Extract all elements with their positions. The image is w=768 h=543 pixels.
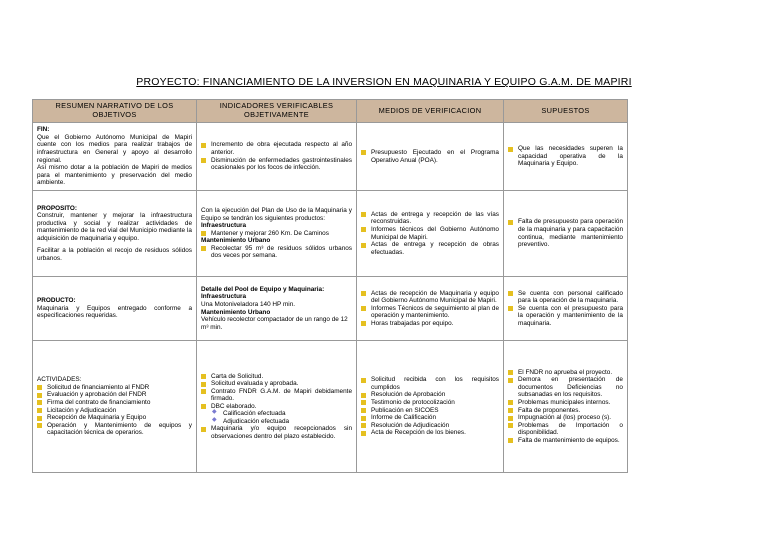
proposito-indicator: Recolectar 95 m³ de residuos sólidos urbanos dos veces por semana. <box>201 245 352 260</box>
actividad-assumption: El FNDR no aprueba el proyecto. <box>508 369 623 377</box>
actividad-item: Operación y Mantenimiento de equipos y capacitación técnica de operarios. <box>37 422 192 437</box>
proposito-mean: Informes técnicos del Gobierno Autónomo Municipal de Mapiri. <box>361 226 499 241</box>
actividad-assumption: Falta de proponentes. <box>508 407 623 415</box>
proposito-indicator: Mantener y mejorar 260 Km. De Caminos <box>201 230 352 238</box>
fin-text-1: Que el Gobierno Autónomo Municipal de Mapiri cuente con los medios para realizar trabajos de infraestructura en General y apoyo al desarrollo regional. <box>37 133 192 164</box>
producto-assumptions <box>504 277 628 341</box>
page-title: PROYECTO: FINANCIAMIENTO DE LA INVERSION EN MAQUINARIA Y EQUIPO G.A.M. DE MAPIRI <box>136 76 632 88</box>
proposito-assumption: Falta de presupuesto para operación de la maquinaria y para capacitación continua, mediante mantenimiento preventivo. <box>508 218 623 248</box>
actividad-item: Firma del contrato de financiamiento <box>37 399 192 407</box>
actividad-mean: Informe de Calificación <box>361 414 499 422</box>
proposito-infra-label: Infraestructura <box>201 222 247 230</box>
actividad-item: Licitación y Adjudicación <box>37 407 192 415</box>
header-resumen: RESUMEN NARRATIVO DE LOS OBJETIVOS <box>33 100 197 123</box>
actividades-label: ACTIVIDADES: <box>37 376 82 384</box>
actividad-indicator: Contrato FNDR G.A.M. de Mapiri debidamente firmado. <box>201 388 352 403</box>
actividad-sub-indicator: ◆ Calificación efectuada <box>201 410 352 418</box>
fin-text-2: Así mismo dotar a la población de Mapiri de medios para el mantenimiento y preservación del medio ambiente. <box>37 164 192 187</box>
actividad-indicator: Maquinaria y/o equipo recepcionados sin observaciones dentro del plazo establecido. <box>201 425 352 440</box>
fin-label: FIN: <box>37 126 50 134</box>
actividad-assumption: Impugnación al (los) proceso (s). <box>508 414 623 422</box>
row-fin <box>33 123 628 191</box>
fin-mean: Presupuesto Ejecutado en el Programa Operativo Anual (POA). <box>361 149 499 164</box>
fin-assumption: Que las necesidades superen la capacidad operativa de la Maquinaria y Equipo. <box>508 145 623 168</box>
header-medios: MEDIOS DE VERIFICACION <box>357 100 504 123</box>
actividad-assumption: Problemas de Importación o disponibilidad. <box>508 422 623 437</box>
proposito-summary <box>33 191 197 277</box>
fin-assumptions <box>504 123 628 191</box>
fin-summary <box>33 123 197 191</box>
producto-summary <box>33 277 197 341</box>
fin-indicator: Disminución de enfermedades gastrointestinales ocasionales por los focos de infección. <box>201 157 352 172</box>
fin-indicator: Incremento de obra ejecutada respecto al año anterior. <box>201 141 352 156</box>
producto-means <box>357 277 504 341</box>
actividad-mean: Resolución de Adjudicación <box>361 422 499 430</box>
producto-mant-label: Mantenimiento Urbano <box>201 308 271 316</box>
actividad-sub-indicator: ◆ Adjudicación efectuada <box>201 418 352 426</box>
proposito-mean: Actas de entrega y recepción de obras efectuadas. <box>361 241 499 256</box>
actividad-assumption: Problemas municipales internos. <box>508 399 623 407</box>
proposito-label: PROPOSITO: <box>37 204 78 212</box>
proposito-intro: Con la ejecución del Plan de Uso de la Maquinaria y Equipo se tendrán los siguientes productos: <box>201 207 352 222</box>
fin-indicators <box>197 123 357 191</box>
actividad-item: Recepción de Maquinaria y Equipo <box>37 414 192 422</box>
fin-means <box>357 123 504 191</box>
actividades-assumptions <box>504 341 628 473</box>
producto-line-1: Una Motoniveladora 140 HP min. <box>201 300 296 308</box>
actividad-mean: Solicitud recibida con los requisitos cumplidos <box>361 376 499 391</box>
actividad-item: Evaluación y aprobación del FNDR <box>37 391 192 399</box>
row-proposito <box>33 191 628 277</box>
producto-assumption: Se cuenta con el presupuesto para la operación y mantenimiento de la maquinaria. <box>508 305 623 328</box>
producto-text: Maquinaria y Equipos entregado conforme a especificaciones requeridas. <box>37 304 192 320</box>
actividades-means <box>357 341 504 473</box>
actividad-indicator: Carta de Solicitud. <box>201 373 352 381</box>
header-indicadores: INDICADORES VERIFICABLES OBJETIVAMENTE <box>197 100 357 123</box>
row-producto <box>33 277 628 341</box>
actividad-mean: Acta de Recepción de los bienes. <box>361 429 499 437</box>
producto-indicators <box>197 277 357 341</box>
producto-infra-label: Infraestructura <box>201 293 247 301</box>
actividades-indicators <box>197 341 357 473</box>
producto-detail-title: Detalle del Pool de Equipo y Maquinaria: <box>201 285 325 293</box>
actividad-indicator: Solicitud evaluada y aprobada. <box>201 380 352 388</box>
actividad-mean: Testimonio de protocolización <box>361 399 499 407</box>
producto-mean: Horas trabajadas por equipo. <box>361 320 499 328</box>
proposito-mant-label: Mantenimiento Urbano <box>201 237 271 245</box>
producto-label: PRODUCTO: <box>37 297 76 305</box>
actividad-mean: Resolución de Aprobación <box>361 391 499 399</box>
proposito-means <box>357 191 504 277</box>
proposito-text-2: Facilitar a la población el recojo de residuos sólidos urbanos. <box>37 247 192 262</box>
actividades-summary <box>33 341 197 473</box>
proposito-text-1: Construir, mantener y mejorar la infraestructura productiva y social y realizar actividades de mantenimiento de la red vial del Municipio mediante la adquisición de maquinaria y equipo. <box>37 212 192 242</box>
producto-mean: Actas de recepción de Maquinaria y equipo del Gobierno Autónomo Municipal de Mapiri. <box>361 290 499 305</box>
actividad-item: Solicitud de financiamiento al FNDR <box>37 384 192 392</box>
producto-assumption: Se cuenta con personal calificado para la operación de la maquinaria. <box>508 290 623 305</box>
header-supuestos: SUPUESTOS <box>504 100 628 123</box>
proposito-mean: Actas de entrega y recepción de las vías reconstruidas. <box>361 211 499 226</box>
producto-line-2: Vehículo recolector compactador de un rango de 12 m³ min. <box>201 316 348 331</box>
actividad-mean: Publicación en SICOES <box>361 407 499 415</box>
proposito-indicators <box>197 191 357 277</box>
producto-mean: Informes Técnicos de seguimiento al plan de operación y mantenimiento. <box>361 305 499 320</box>
header-row <box>33 100 628 123</box>
actividad-indicator: DBC elaborado. <box>201 403 352 411</box>
actividad-assumption: Demora en presentación de documentos Deficiencias no subsanadas en los requisitos. <box>508 376 623 399</box>
proposito-assumptions <box>504 191 628 277</box>
actividad-assumption: Falta de mantenimiento de equipos. <box>508 437 623 445</box>
row-actividades <box>33 341 628 473</box>
logical-framework-table <box>32 99 628 473</box>
